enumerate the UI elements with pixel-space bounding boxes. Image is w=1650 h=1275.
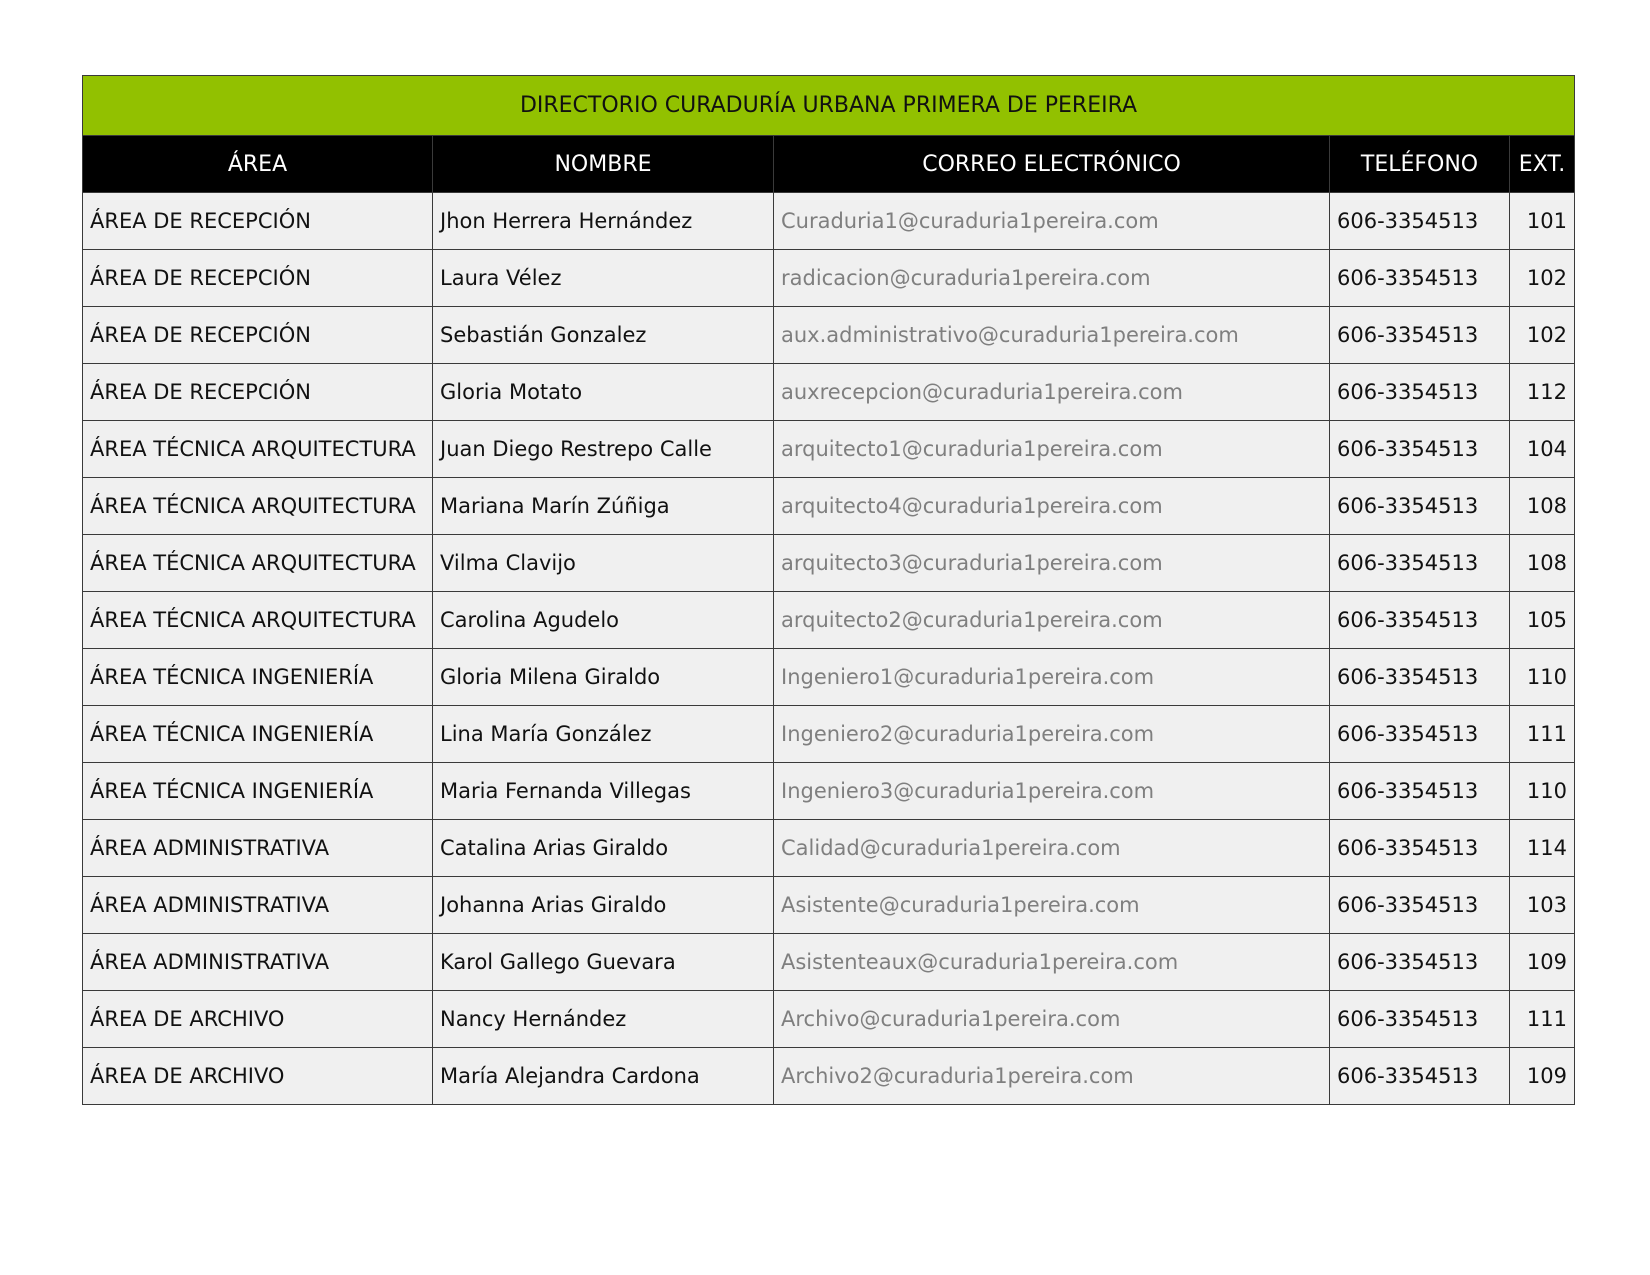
header-correo: CORREO ELECTRÓNICO [774, 136, 1330, 193]
cell-nombre: Vilma Clavijo [433, 535, 774, 592]
cell-telefono: 606-3354513 [1330, 820, 1510, 877]
table-row [83, 592, 1575, 649]
header-telefono: TELÉFONO [1330, 136, 1510, 193]
cell-email-link[interactable]: arquitecto3@curaduria1pereira.com [774, 535, 1330, 592]
cell-ext: 109 [1510, 934, 1575, 991]
cell-nombre: Laura Vélez [433, 250, 774, 307]
cell-email-link[interactable]: Ingeniero1@curaduria1pereira.com [774, 649, 1330, 706]
cell-telefono: 606-3354513 [1330, 421, 1510, 478]
table-row [83, 1048, 1575, 1105]
table-row [83, 763, 1575, 820]
cell-email-link[interactable]: Ingeniero3@curaduria1pereira.com [774, 763, 1330, 820]
cell-nombre: Maria Fernanda Villegas [433, 763, 774, 820]
cell-email-link[interactable]: auxrecepcion@curaduria1pereira.com [774, 364, 1330, 421]
cell-email-link[interactable]: radicacion@curaduria1pereira.com [774, 250, 1330, 307]
cell-area: ÁREA DE RECEPCIÓN [83, 250, 433, 307]
cell-email-link[interactable]: aux.administrativo@curaduria1pereira.com [774, 307, 1330, 364]
directory-table [82, 75, 1575, 1105]
cell-ext: 101 [1510, 193, 1575, 250]
cell-area: ÁREA ADMINISTRATIVA [83, 934, 433, 991]
cell-nombre: Jhon Herrera Hernández [433, 193, 774, 250]
cell-area: ÁREA TÉCNICA ARQUITECTURA [83, 592, 433, 649]
cell-telefono: 606-3354513 [1330, 763, 1510, 820]
cell-ext: 114 [1510, 820, 1575, 877]
cell-area: ÁREA ADMINISTRATIVA [83, 877, 433, 934]
cell-telefono: 606-3354513 [1330, 706, 1510, 763]
cell-area: ÁREA TÉCNICA ARQUITECTURA [83, 478, 433, 535]
table-row [83, 307, 1575, 364]
directory-rows [83, 193, 1575, 1105]
cell-ext: 111 [1510, 991, 1575, 1048]
cell-ext: 110 [1510, 649, 1575, 706]
cell-ext: 110 [1510, 763, 1575, 820]
cell-telefono: 606-3354513 [1330, 307, 1510, 364]
table-row [83, 991, 1575, 1048]
cell-email-link[interactable]: Asistente@curaduria1pereira.com [774, 877, 1330, 934]
directory-title: DIRECTORIO CURADURÍA URBANA PRIMERA DE PEREIRA [83, 76, 1575, 136]
cell-telefono: 606-3354513 [1330, 250, 1510, 307]
cell-telefono: 606-3354513 [1330, 193, 1510, 250]
cell-telefono: 606-3354513 [1330, 877, 1510, 934]
cell-email-link[interactable]: Asistenteaux@curaduria1pereira.com [774, 934, 1330, 991]
cell-email-link[interactable]: Calidad@curaduria1pereira.com [774, 820, 1330, 877]
table-row [83, 364, 1575, 421]
cell-telefono: 606-3354513 [1330, 592, 1510, 649]
cell-area: ÁREA TÉCNICA INGENIERÍA [83, 649, 433, 706]
cell-nombre: Catalina Arias Giraldo [433, 820, 774, 877]
cell-ext: 108 [1510, 478, 1575, 535]
cell-area: ÁREA DE RECEPCIÓN [83, 307, 433, 364]
table-row [83, 820, 1575, 877]
cell-telefono: 606-3354513 [1330, 934, 1510, 991]
cell-email-link[interactable]: arquitecto1@curaduria1pereira.com [774, 421, 1330, 478]
cell-email-link[interactable]: Curaduria1@curaduria1pereira.com [774, 193, 1330, 250]
table-row [83, 250, 1575, 307]
cell-nombre: Sebastián Gonzalez [433, 307, 774, 364]
cell-ext: 105 [1510, 592, 1575, 649]
cell-area: ÁREA TÉCNICA ARQUITECTURA [83, 535, 433, 592]
table-row [83, 421, 1575, 478]
cell-ext: 111 [1510, 706, 1575, 763]
cell-nombre: Lina María González [433, 706, 774, 763]
cell-email-link[interactable]: Archivo@curaduria1pereira.com [774, 991, 1330, 1048]
cell-nombre: Johanna Arias Giraldo [433, 877, 774, 934]
cell-area: ÁREA DE ARCHIVO [83, 1048, 433, 1105]
cell-area: ÁREA DE RECEPCIÓN [83, 364, 433, 421]
table-row [83, 934, 1575, 991]
table-row [83, 649, 1575, 706]
cell-nombre: Carolina Agudelo [433, 592, 774, 649]
cell-email-link[interactable]: Ingeniero2@curaduria1pereira.com [774, 706, 1330, 763]
table-row [83, 877, 1575, 934]
cell-ext: 108 [1510, 535, 1575, 592]
table-row [83, 478, 1575, 535]
cell-ext: 103 [1510, 877, 1575, 934]
cell-ext: 102 [1510, 250, 1575, 307]
cell-email-link[interactable]: arquitecto2@curaduria1pereira.com [774, 592, 1330, 649]
cell-ext: 112 [1510, 364, 1575, 421]
cell-telefono: 606-3354513 [1330, 649, 1510, 706]
table-row [83, 706, 1575, 763]
table-row [83, 535, 1575, 592]
cell-area: ÁREA DE ARCHIVO [83, 991, 433, 1048]
cell-email-link[interactable]: arquitecto4@curaduria1pereira.com [774, 478, 1330, 535]
header-ext: EXT. [1510, 136, 1575, 193]
cell-area: ÁREA TÉCNICA INGENIERÍA [83, 706, 433, 763]
cell-telefono: 606-3354513 [1330, 364, 1510, 421]
cell-nombre: Nancy Hernández [433, 991, 774, 1048]
cell-nombre: Mariana Marín Zúñiga [433, 478, 774, 535]
table-row [83, 193, 1575, 250]
cell-telefono: 606-3354513 [1330, 991, 1510, 1048]
cell-area: ÁREA DE RECEPCIÓN [83, 193, 433, 250]
cell-nombre: María Alejandra Cardona [433, 1048, 774, 1105]
cell-ext: 102 [1510, 307, 1575, 364]
cell-area: ÁREA TÉCNICA ARQUITECTURA [83, 421, 433, 478]
cell-area: ÁREA ADMINISTRATIVA [83, 820, 433, 877]
cell-telefono: 606-3354513 [1330, 535, 1510, 592]
cell-nombre: Karol Gallego Guevara [433, 934, 774, 991]
header-nombre: NOMBRE [433, 136, 774, 193]
cell-email-link[interactable]: Archivo2@curaduria1pereira.com [774, 1048, 1330, 1105]
cell-area: ÁREA TÉCNICA INGENIERÍA [83, 763, 433, 820]
cell-nombre: Juan Diego Restrepo Calle [433, 421, 774, 478]
cell-nombre: Gloria Motato [433, 364, 774, 421]
cell-ext: 104 [1510, 421, 1575, 478]
header-row [83, 136, 1575, 193]
header-area: ÁREA [83, 136, 433, 193]
cell-telefono: 606-3354513 [1330, 478, 1510, 535]
cell-telefono: 606-3354513 [1330, 1048, 1510, 1105]
cell-nombre: Gloria Milena Giraldo [433, 649, 774, 706]
cell-ext: 109 [1510, 1048, 1575, 1105]
